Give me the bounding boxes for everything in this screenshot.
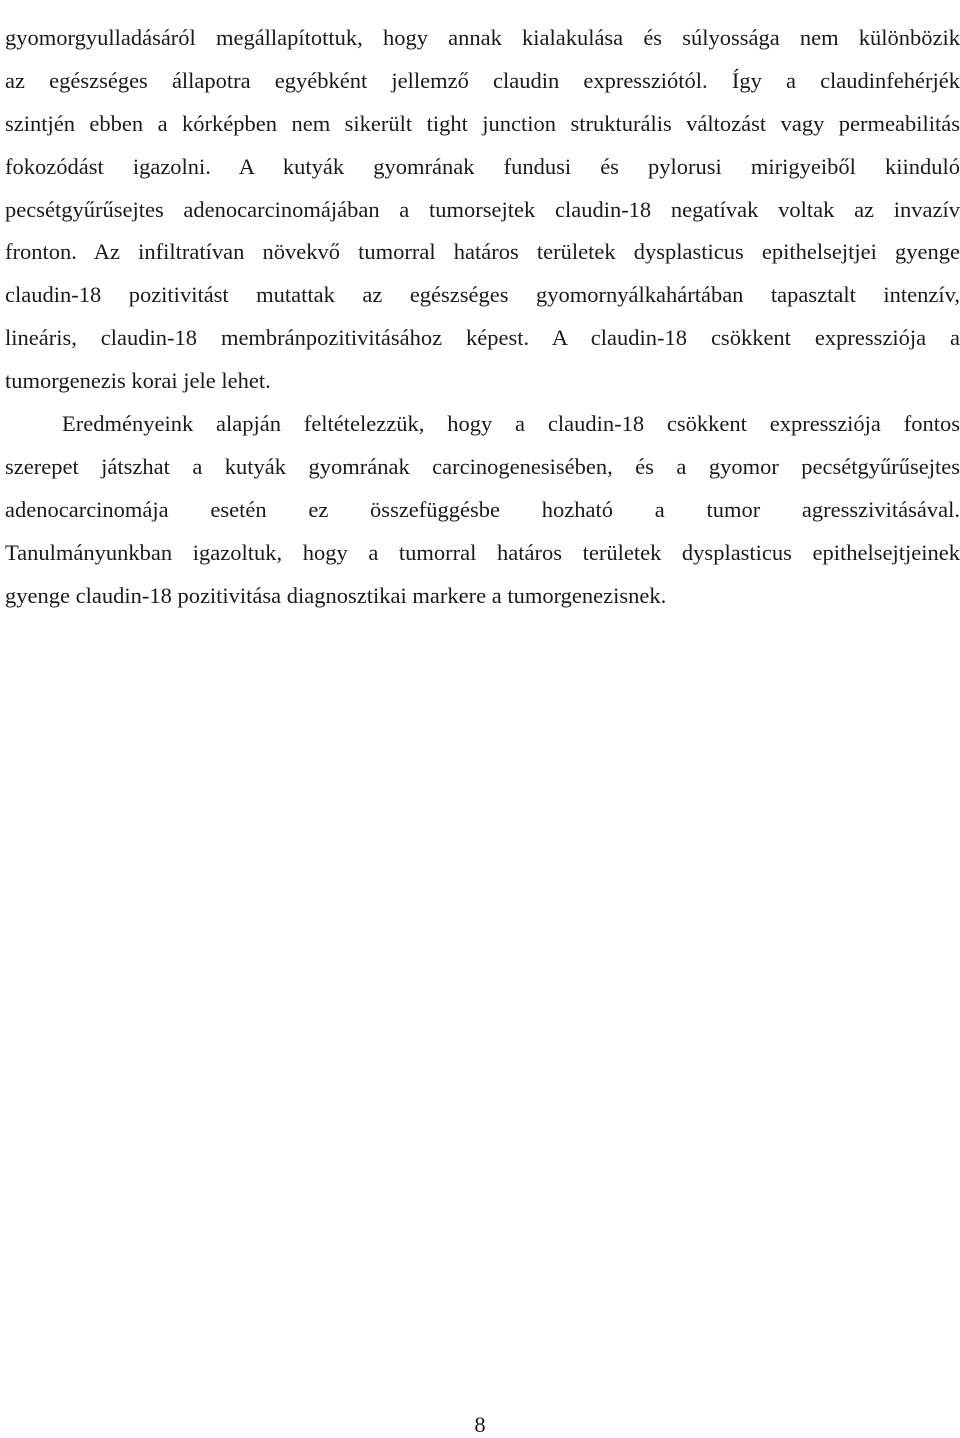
text-line: gyomorgyulladásáról megállapítottuk, hogy annak kialakulása és súlyossága nem különbözik — [5, 25, 960, 50]
text-line: claudin-18 pozitivitást mutattak az egészséges gyomornyálkahártában tapasztalt intenzív, — [5, 282, 960, 308]
text-line: adenocarcinomája esetén ez összefüggésbe hozható a tumor agresszivitásával. — [5, 496, 960, 522]
text-line: szerepet játszhat a kutyák gyomrának carcinogenesisében, és a gyomor pecsétgyűrűsejtes — [5, 453, 960, 479]
body-text — [5, 17, 960, 617]
text-line: fokozódást igazolni. A kutyák gyomrának fundusi és pylorusi mirigyeiből kiinduló — [5, 153, 960, 179]
text-line: Tanulmányunkban igazoltuk, hogy a tumorral határos területek dysplasticus epithelsejtjeinek — [5, 539, 960, 565]
paragraph-1 — [5, 17, 960, 403]
text-line: Eredményeink alapján feltételezzük, hogy a claudin-18 csökkent expressziója fontos — [62, 411, 960, 437]
text-line: tumorgenezis korai jele lehet. — [5, 368, 271, 394]
page-number: 8 — [474, 1412, 486, 1437]
text-line: pecsétgyűrűsejtes adenocarcinomájában a tumorsejtek claudin-18 negatívak voltak az invazív — [5, 196, 960, 222]
paragraph-2 — [5, 403, 960, 617]
text-line: szintjén ebben a kórképben nem sikerült tight junction strukturális változást vagy permeabilitás — [5, 110, 960, 136]
text-line: gyenge claudin-18 pozitivitása diagnosztikai markere a tumorgenezisnek. — [5, 582, 667, 608]
text-line: az egészséges állapotra egyébként jellemző claudin expressziótól. Így a claudinfehérjék — [5, 67, 960, 93]
text-line: lineáris, claudin-18 membránpozitivitásához képest. A claudin-18 csökkent expressziója a — [5, 325, 960, 351]
text-line: fronton. Az infiltratívan növekvő tumorral határos területek dysplasticus epithelsejtjei gyenge — [5, 239, 960, 265]
